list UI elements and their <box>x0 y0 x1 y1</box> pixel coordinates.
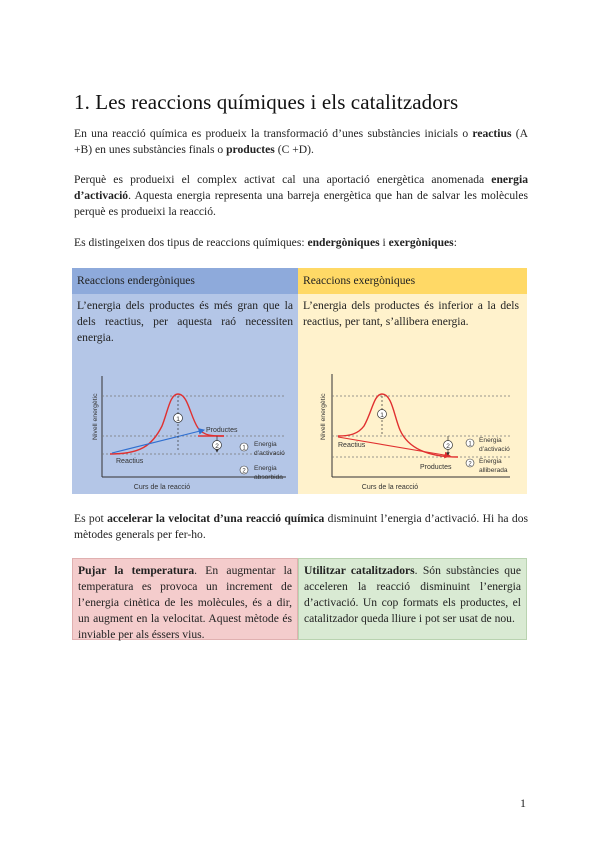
method-temperature-title: Pujar la temperatura <box>78 564 195 577</box>
method-catalysts-text: . Són substàncies que acceleren la reacció disminuint l’energia d’activació. Un cop formats els productes, el catalitzador queda lliure i pot ser usat de nou. <box>304 564 521 625</box>
text-run: En una reacció química es produeix la transformació d’unes substàncies inicials o <box>74 127 473 140</box>
marker-2-label: 2 <box>215 443 219 450</box>
marker-1-label: 1 <box>176 416 180 423</box>
marker-2-label: 2 <box>446 443 450 450</box>
header-exergoniques: Reaccions exergòniques <box>298 268 527 294</box>
exergoniques-description: L’energia dels productes és inferior a la dels reactius, per tant, s’allibera energia. <box>303 299 519 328</box>
reactants-label: Reactius <box>338 442 366 449</box>
intro-paragraph <box>74 126 528 158</box>
page-number: 1 <box>520 796 526 810</box>
term-accelerar: accelerar la velocitat d’una reacció química <box>107 512 325 525</box>
method-temperature <box>72 558 298 640</box>
methods-table <box>72 558 527 640</box>
text-run: (A +B) en unes substàncies finals o <box>74 127 528 156</box>
term-energia-activacio: energia d’activació <box>74 173 528 202</box>
term-exergoniques: exergòniques <box>388 236 454 249</box>
legend-activation-line2: d’activació <box>254 450 285 457</box>
legend-activation-line1: Energia <box>254 441 277 448</box>
legend-marker-1-label: 1 <box>468 441 472 448</box>
text-run: (C +D). <box>274 143 314 156</box>
x-axis-label: Curs de la reacció <box>133 484 191 491</box>
method-temperature-text: . En augmentar la temperatura es provoca un increment de l’energia cinètica de les molècules, és a dir, un augment en la velocitat. Aquest mètode és inviable per als éssers vius. <box>78 564 292 641</box>
x-axis-label: Curs de la reacció <box>361 484 419 491</box>
types-paragraph <box>74 235 528 251</box>
text-run: : <box>453 236 457 249</box>
legend-released-line2: alliberada <box>479 467 508 474</box>
term-endergoniques: endergòniques <box>307 236 380 249</box>
endergonic-energy-diagram <box>72 356 298 494</box>
term-reactius: reactius <box>472 127 512 140</box>
y-axis-label: Nivell energètic <box>320 393 327 440</box>
reactants-label: Reactius <box>116 458 144 465</box>
y-axis-label: Nivell energètic <box>92 393 99 440</box>
text-run: . Aquesta energia representa una barreja energètica que han de salvar les molècules perquè es produeixi la reacció. <box>74 189 528 218</box>
energy-curve <box>110 394 224 454</box>
legend-absorbed-line2: absorbida <box>254 474 283 481</box>
legend-activation-line1: Energia <box>479 437 502 444</box>
text-run: Es pot <box>74 512 108 525</box>
text-run: Perquè es produeixi el complex activat cal una aportació energètica anomenada <box>74 173 492 186</box>
activation-paragraph <box>74 172 528 220</box>
method-catalysts <box>298 558 527 640</box>
legend-absorbed-line1: Energia <box>254 465 277 472</box>
endergoniques-description: L’energia dels productes és més gran que la dels reactius, per aquesta raó necessiten energia. <box>77 299 293 344</box>
term-productes: productes <box>226 143 275 156</box>
method-catalysts-title: Utilitzar catalitzadors <box>304 564 415 577</box>
page-title: 1. Les reaccions químiques i els catalitzadors <box>74 90 459 114</box>
cell-exergoniques <box>298 294 527 494</box>
products-label: Productes <box>420 464 452 471</box>
acceleration-paragraph <box>74 511 528 543</box>
legend-activation-line2: d’activació <box>479 446 510 453</box>
legend-released-line1: Energia <box>479 458 502 465</box>
text-run: disminuint l’energia d’activació. Hi ha dos mètodes generals per fer-ho. <box>74 512 528 541</box>
legend-marker-2-label: 2 <box>242 468 246 475</box>
products-label: Productes <box>206 427 238 434</box>
header-endergoniques: Reaccions endergòniques <box>72 268 298 294</box>
marker-1-label: 1 <box>380 412 384 419</box>
legend-marker-1-label: 1 <box>242 445 246 452</box>
legend-marker-2-label: 2 <box>468 461 472 468</box>
reaction-types-table <box>72 268 527 494</box>
exergonic-energy-diagram <box>298 356 527 494</box>
cell-endergoniques <box>72 294 298 494</box>
text-run: i <box>379 236 389 249</box>
text-run: Es distingeixen dos tipus de reaccions químiques: <box>74 236 308 249</box>
